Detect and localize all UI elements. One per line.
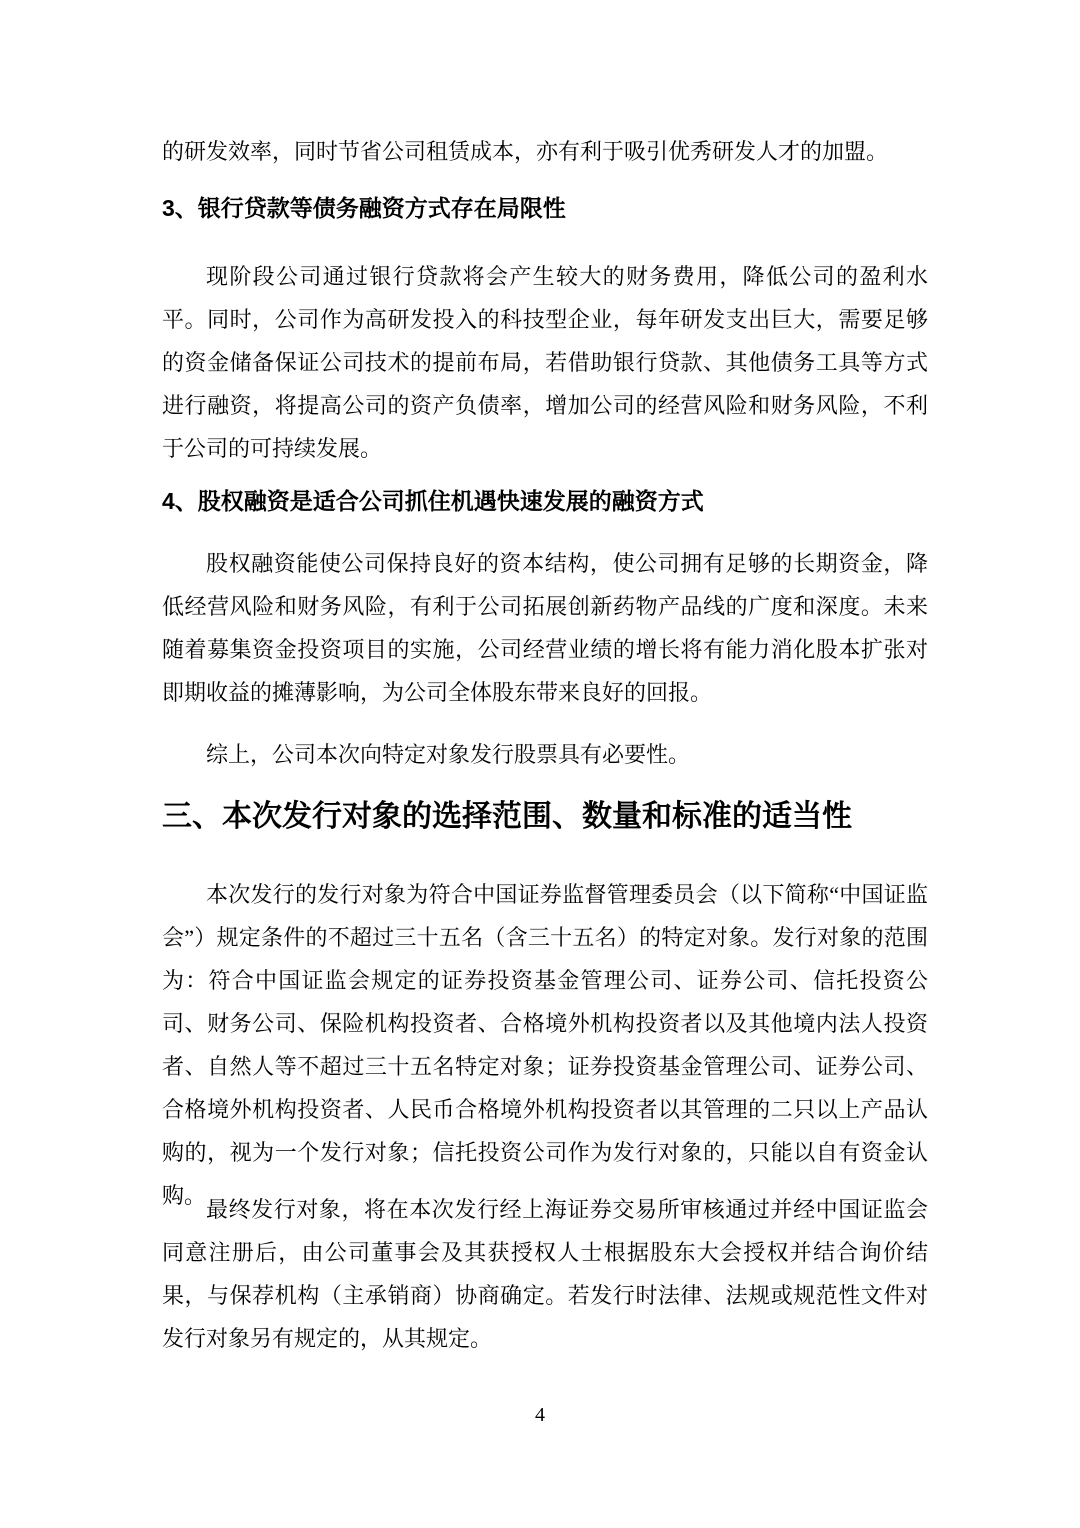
section-major-heading: 三、本次发行对象的选择范围、数量和标准的适当性: [162, 800, 852, 833]
section-4-paragraph: 股权融资能使公司保持良好的资本结构，使公司拥有足够的长期资金，降低经营风险和财务风险，有利于公司拓展创新药物产品线的广度和深度。未来随着募集资金投资项目的实施，公司经营业绩的增长将有能力消化股本扩张对即期收益的摊薄影响，为公司全体股东带来良好的回报。: [162, 551, 928, 705]
section-3-paragraph: 现阶段公司通过银行贷款将会产生较大的财务费用，降低公司的盈利水平。同时，公司作为高研发投入的科技型企业，每年研发支出巨大，需要足够的资金储备保证公司技术的提前布局，若借助银行贷款、其他债务工具等方式进行融资，将提高公司的资产负债率，增加公司的经营风险和财务风险，不利于公司的可持续发展。: [162, 264, 928, 461]
section-major-paragraph-1: 本次发行的发行对象为符合中国证券监督管理委员会（以下简称“中国证监会”）规定条件的不超过三十五名（含三十五名）的特定对象。发行对象的范围为：符合中国证监会规定的证券投资基金管理公司、证券公司、信托投资公司、财务公司、保险机构投资者、合格境外机构投资者以及其他境内法人投资者、自然人等不超过三十五名特定对象；证券投资基金管理公司、证券公司、合格境外机构投资者、人民币合格境外机构投资者以其管理的二只以上产品认购的，视为一个发行对象；信托投资公司作为发行对象的，只能以自有资金认购。: [162, 882, 928, 1208]
section-4-conclusion: 综上，公司本次向特定对象发行股票具有必要性。: [206, 742, 691, 767]
section-major-paragraph-2: 最终发行对象，将在本次发行经上海证券交易所审核通过并经中国证监会同意注册后，由公司董事会及其获授权人士根据股东大会授权并结合询价结果，与保荐机构（主承销商）协商确定。若发行时法律、法规或规范性文件对发行对象另有规定的，从其规定。: [162, 1197, 928, 1351]
section-3-heading: 3、银行贷款等债务融资方式存在局限性: [162, 195, 566, 221]
section-4-heading: 4、股权融资是适合公司抓住机遇快速发展的融资方式: [162, 488, 704, 514]
page-number: 4: [535, 1404, 545, 1426]
intro-paragraph-fragment: 的研发效率，同时节省公司租赁成本，亦有利于吸引优秀研发人才的加盟。: [162, 139, 889, 164]
